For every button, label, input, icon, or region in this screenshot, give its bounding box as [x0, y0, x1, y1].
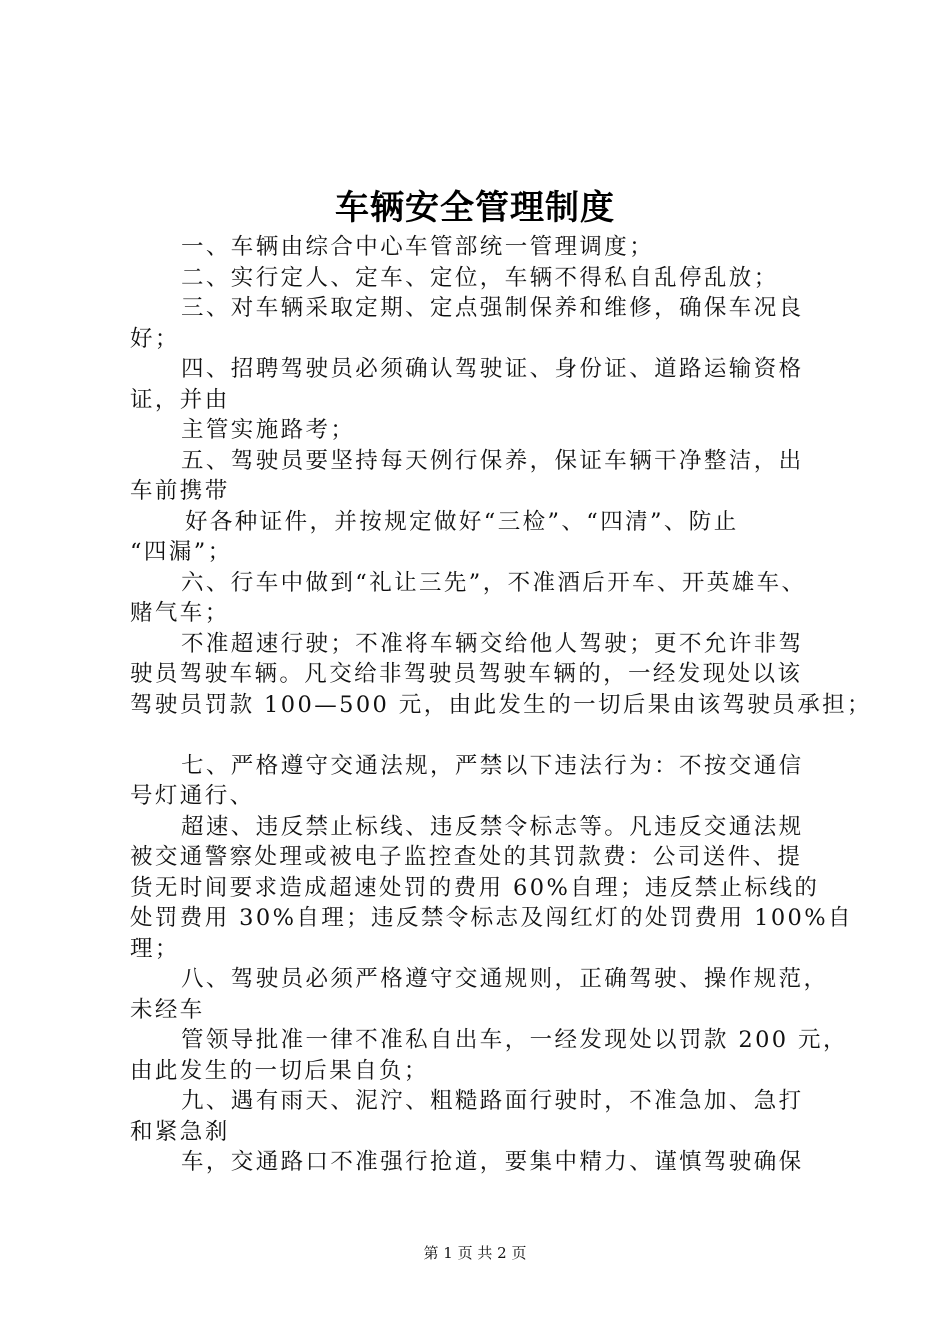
rule-line: 处罚费用 30%自理；违反禁令标志及闯红灯的处罚费用 100%自	[130, 905, 853, 931]
rule-line: 货无时间要求造成超速处罚的费用 60%自理；违反禁止标线的	[130, 874, 820, 901]
rule-line: 五、驾驶员要坚持每天例行保养，保证车辆干净整洁，出	[181, 447, 804, 474]
rule-line: 号灯通行、	[130, 783, 255, 809]
rule-line: 由此发生的一切后果自负；	[130, 1057, 429, 1084]
rule-line: 好各种证件，并按规定做好“三检”、“四清”、防止	[185, 508, 739, 535]
document-title: 车辆安全管理制度	[335, 188, 615, 228]
document-body	[130, 232, 872, 1178]
rule-line: 六、行车中做到“礼让三先”，不准酒后开车、开英雄车、	[181, 569, 807, 596]
rule-line: 驾驶员罚款 100—500 元，由此发生的一切后果由该驾驶员承担；	[130, 691, 872, 718]
rule-line: 八、驾驶员必须严格遵守交通规则，正确驾驶、操作规范，	[181, 966, 829, 992]
rule-line: 好；	[130, 325, 180, 352]
rule-line: 和紧急刹	[130, 1118, 230, 1145]
rule-line: 三、对车辆采取定期、定点强制保养和维修，确保车况良	[181, 295, 804, 321]
rule-line: 理；	[130, 935, 180, 962]
rule-line: 主管实施路考；	[181, 417, 356, 443]
rule-line: 驶员驾驶车辆。凡交给非驾驶员驾驶车辆的，一经发现处以该	[130, 661, 803, 687]
rule-line: 一、车辆由综合中心车管部统一管理调度；	[181, 234, 655, 260]
rule-line: 四、招聘驾驶员必须确认驾驶证、身份证、道路运输资格	[181, 356, 804, 382]
rule-line: 二、实行定人、定车、定位，车辆不得私自乱停乱放；	[181, 264, 779, 291]
rule-line: 管领导批准一律不准私自出车，一经发现处以罚款 200 元，	[181, 1027, 848, 1053]
rule-line: “四漏”；	[130, 539, 233, 565]
rule-line: 不准超速行驶；不准将车辆交给他人驾驶；更不允许非驾	[181, 630, 804, 657]
rule-line: 被交通警察处理或被电子监控查处的其罚款费：公司送件、提	[130, 844, 803, 870]
page-footer: 第 1 页 共 2 页	[423, 1244, 527, 1262]
rule-line: 车前携带	[130, 478, 230, 504]
blank-line	[130, 720, 830, 751]
rule-line: 七、严格遵守交通法规，严禁以下违法行为：不按交通信	[181, 752, 804, 779]
rule-line: 赌气车；	[130, 600, 230, 626]
rule-line: 九、遇有雨天、泥泞、粗糙路面行驶时，不准急加、急打	[181, 1088, 804, 1114]
rule-line: 未经车	[130, 996, 205, 1023]
rule-line: 车，交通路口不准强行抢道，要集中精力、谨慎驾驶确保	[181, 1149, 804, 1175]
rule-line: 证，并由	[130, 386, 230, 413]
rule-line: 超速、违反禁止标线、违反禁令标志等。凡违反交通法规	[181, 813, 804, 840]
